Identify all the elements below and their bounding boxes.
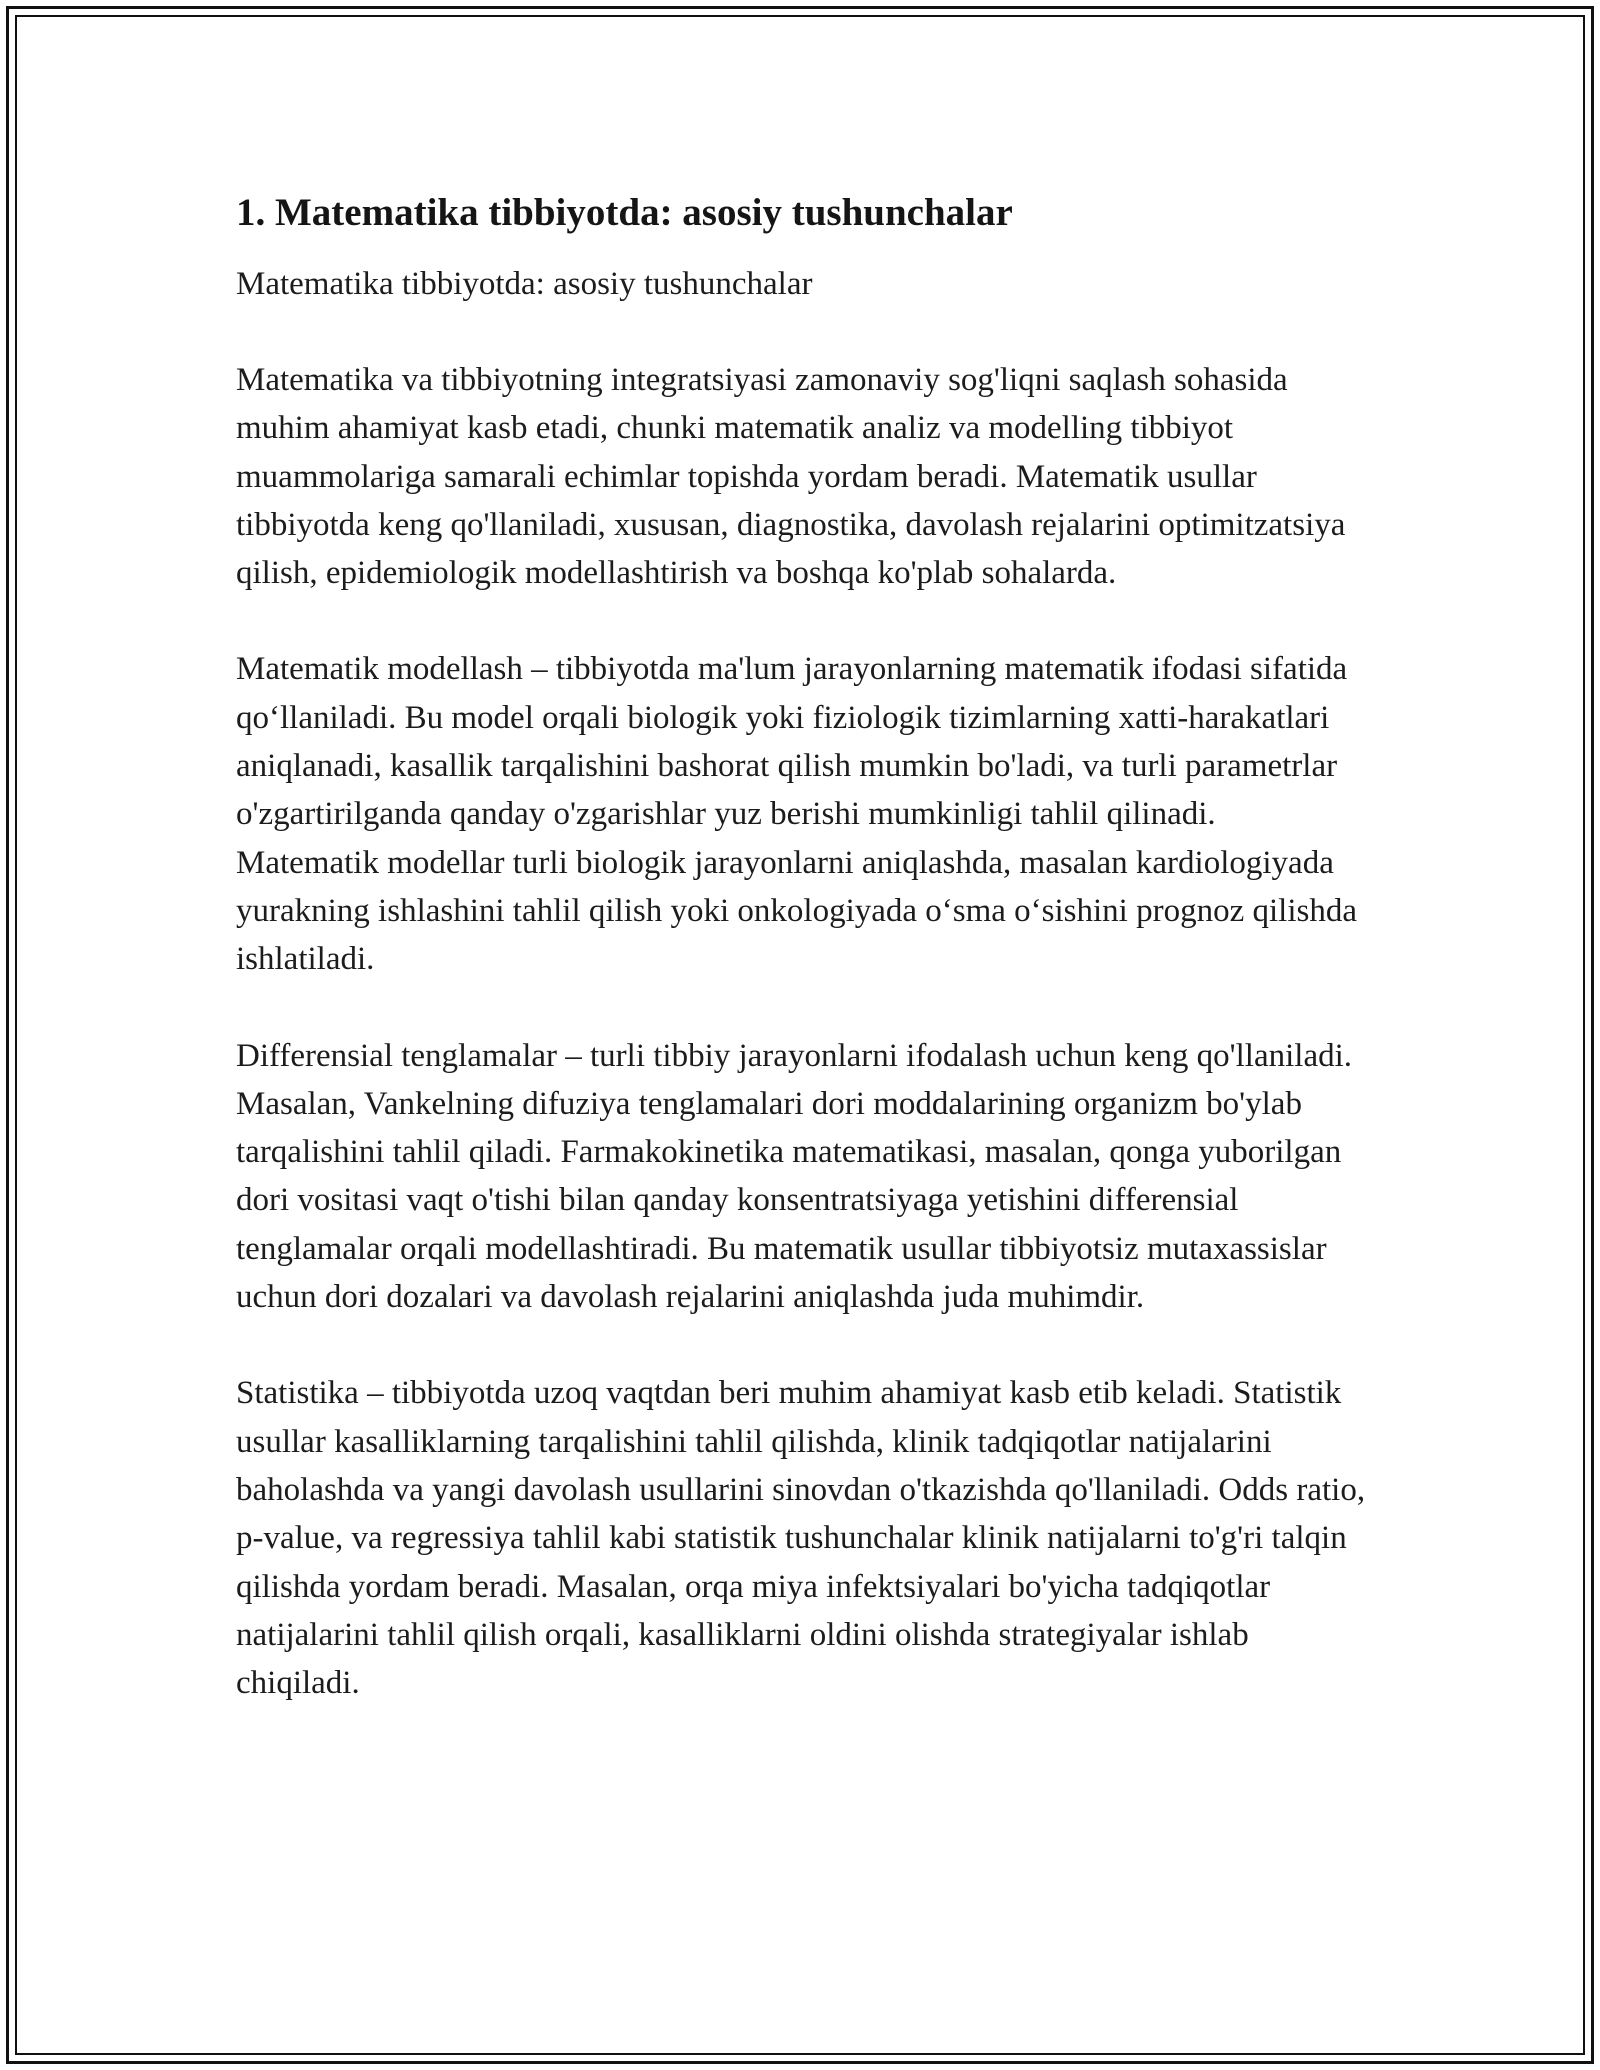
- section-subtitle: Matematika tibbiyotda: asosiy tushunchalar: [236, 266, 813, 302]
- paragraph-statistics: Statistika – tibbiyotda uzoq vaqtdan beri muhim ahamiyat kasb etib keladi. Statistik usullar kasalliklarning tarqalishini tahlil qilishda, klinik tadqiqotlar natijalarini baholashda va yangi davolash usullarini sinovdan o'tkazishda qo'llaniladi. Odds ratio, p-value, va regressiya tahlil kabi statistik tushunchalar klinik natijalarni to'g'ri talqin qilishda yordam beradi. Masalan, orqa miya infektsiyalari bo'yicha tadqiqotlar natijalarini tahlil qilish orqali, kasalliklarni oldini olishda strategiyalar ishlab chiqiladi.: [236, 1375, 1366, 1702]
- paragraph-differential-equations: Differensial tenglamalar – turli tibbiy jarayonlarni ifodalash uchun keng qo'llaniladi. Masalan, Vankelning difuziya tenglamalari dori moddalarining organizm bo'ylab tarqalishini tahlil qiladi. Farmakokinetika matematikasi, masalan, qonga yuborilgan dori vositasi vaqt o'tishi bilan qanday konsentratsiyaga yetishini differensial tenglamalar orqali modellashtiradi. Bu matematik usullar tibbiyotsiz mutaxassislar uchun dori dozalari va davolash rejalarini aniqlashda juda muhimdir.: [236, 1037, 1353, 1316]
- section-heading: 1. Matematika tibbiyotda: asosiy tushunchalar: [236, 191, 1013, 234]
- paragraph-mathematical-modeling: Matematik modellash – tibbiyotda ma'lum jarayonlarning matematik ifodasi sifatida qo‘llaniladi. Bu model orqali biologik yoki fiziologik tizimlarning xatti-harakatlari aniqlanadi, kasallik tarqalishini bashorat qilish mumkin bo'ladi, va turli parametrlar o'zgartirilganda qanday o'zgarishlar yuz berishi mumkinligi tahlil qilinadi. Matematik modellar turli biologik jarayonlarni aniqlashda, masalan kardiologiyada yurakning ishlashini tahlil qilish yoki onkologiyada o‘sma o‘sishini prognoz qilishda ishlatiladi.: [236, 651, 1357, 978]
- paragraph-intro: Matematika va tibbiyotning integratsiyasi zamonaviy sog'liqni saqlash sohasida muhim ahamiyat kasb etadi, chunki matematik analiz va modelling tibbiyot muammolariga samarali echimlar topishda yordam beradi. Matematik usullar tibbiyotda keng qo'llaniladi, xususan, diagnostika, davolash rejalarini optimitzatsiya qilish, epidemiologik modellashtirish va boshqa ko'plab sohalarda.: [236, 362, 1346, 592]
- document-body: [236, 188, 1366, 1755]
